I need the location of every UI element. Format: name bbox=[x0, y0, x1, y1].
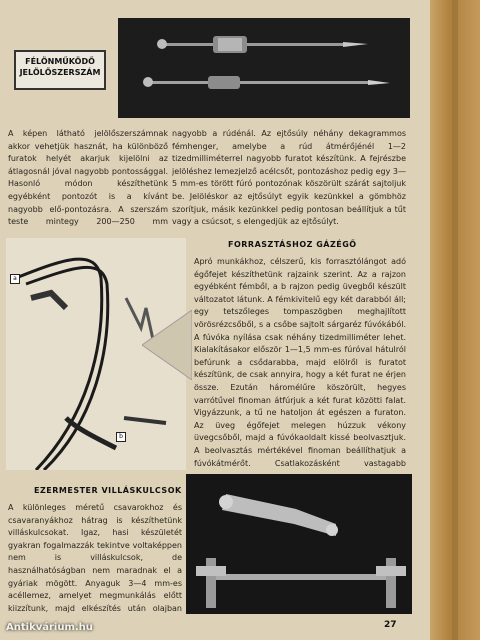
drawing-marker-b: b bbox=[116, 432, 126, 442]
wrench-photo bbox=[186, 474, 412, 614]
article2-body: Apró munkákhoz, célszerű, kis forrasztólángot adó égőfejet készíthetünk rajzaink szerint. Az a rajzon egyébként fémből, a b rajzon pedig üvegből készült változatot látunk. A fémkivitelű egy két darabból áll; egy tetszőleges tompaszögben meghajlított vörösrézcsőből, s a csőbe sajtolt sárgaréz fúvókából. A fúvóka nyílása csak néhány tizedmilliméter lehet. Kialakításakor először 1—1,5 mm-es fúróval hátulról befúrunk a csődarabba, majd elölről is furatot készítünk, de csak annyira, hogy a két furat ne érjen össze. Ezután háromélűre köszörült, hegyes varrótűvel finoman átfúrjuk a két furat közötti falat. Vigyázzunk, a tű ne hatoljon át egészen a furaton. Az üveg égőfejet melegen húzzuk vékony üvegcsőből, majd a fúvókaoldalt kissé beolvasztjuk. A beolvasztás mértékével finoman beállíthatjuk a fúvókátmérőt. Csatlakozásként vastagabb bbox=[194, 257, 406, 468]
marking-tool-photo bbox=[118, 18, 410, 118]
article-title-banner bbox=[14, 50, 106, 90]
page-edge-shadow bbox=[452, 0, 458, 640]
arrow-decoration bbox=[142, 310, 192, 380]
watermark: Antikvárium.hu bbox=[6, 622, 93, 633]
article-title: FÉLÖNMŰKÖDŐ JELÖLŐSZERSZÁM bbox=[19, 57, 101, 77]
article1-column2: nagyobb a rúdénál. Az ejtősúly néhány dekagrammos fémhenger, amelybe a rúd átmérőjénél 1—2 tizedmilliméterrel nagyobb furatot készítünk. A fejrészbe jelöléshez lemezjelző acélcsőt, pontozáshoz pedig egy 3—5 mm-es törött fúró pontozónak köszörült szárát sajtoljuk be. Jelöléskor az ejtősúlyt egyik kezünkkel a gömbhöz szorítjuk, másik kezünkkel pedig pontosan beállítjuk a tűt vagy a csúcsot, s elengedjük az ejtősúlyt. bbox=[172, 129, 406, 227]
drawing-marker-a: a bbox=[10, 274, 20, 284]
page-number: 27 bbox=[384, 620, 397, 630]
marking-tool-image bbox=[118, 18, 410, 118]
article3-body: A különleges méretű csavarokhoz és csavaranyákhoz hátrag is készíthetünk villáskulcsokat. Igaz, hasi készületét gyakran fogalmazzák tekintve voltaképpen nem is villáskulcsok, de használhatóságban nem maradnak el a gyáriak mögött. Anyaguk 3—4 mm-es acéllemez, amelyet megmunkálás előtt kiizzítunk, majd elkészítés után olajban bbox=[8, 503, 182, 613]
article1-column1: A képen látható jelölőszerszámnak akkor vehetjük hasznát, ha különböző furatok helyét akarjuk kijelölni az átlagosnál jóval nagyobb pontossággal. Hasonló módon készíthetünk egyébként pontozót is a kívánt nagyobb elő-pontozásra. A szerszám teste mintegy 200—250 mm bbox=[8, 129, 168, 227]
wrench-image bbox=[186, 474, 412, 614]
article2-title: FORRASZTÁSHOZ GÁZÉGŐ bbox=[228, 240, 357, 249]
article3-title: EZERMESTER VILLÁSKULCSOK bbox=[34, 486, 182, 495]
